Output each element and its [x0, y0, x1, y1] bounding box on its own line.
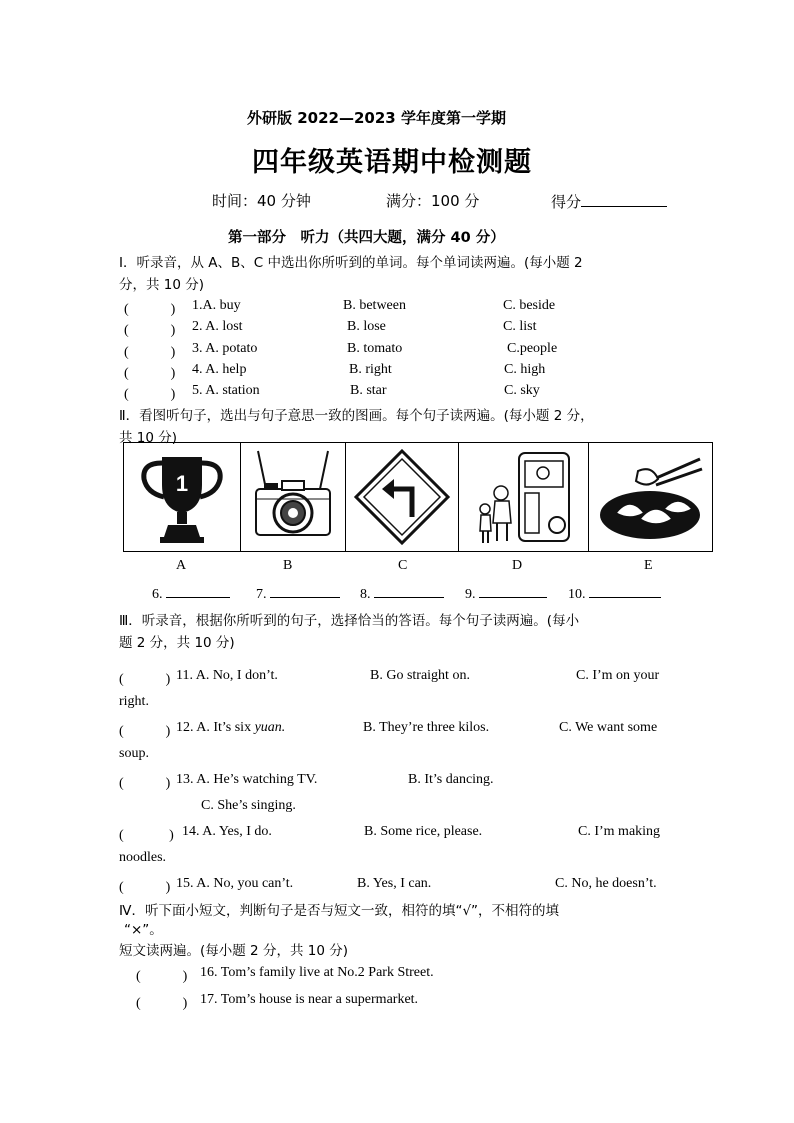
- option-c: C. We want some: [559, 720, 658, 735]
- time-limit: 时间：40 分钟: [212, 192, 311, 210]
- picture-b-cell: [241, 443, 346, 551]
- option-b: B. They’re three kilos.: [363, 720, 490, 735]
- section3-instruction-cont: 题 2 分，共 10 分): [119, 635, 235, 651]
- score-blank[interactable]: [581, 190, 667, 207]
- option-c: C. No, he doesn’t.: [555, 876, 657, 891]
- picture-label-b: B: [283, 558, 293, 573]
- part1-title: 第一部分 听力（共四大题，满分 40 分）: [228, 230, 505, 246]
- exam-subtitle: 外研版 2022—2023 学年度第一学期: [247, 109, 506, 127]
- option-b: B. Go straight on.: [370, 668, 470, 683]
- picture-label-e: E: [644, 558, 653, 573]
- option-c: C. I’m on your: [576, 668, 660, 683]
- statement-17: 17. Tom’s house is near a supermarket.: [200, 992, 419, 1007]
- option-c: C. I’m making: [578, 824, 661, 839]
- blank-line[interactable]: [479, 584, 547, 598]
- blank-line[interactable]: [270, 584, 340, 598]
- trophy-icon: [130, 447, 234, 547]
- option-b: B. Some rice, please.: [364, 824, 483, 839]
- turn-left-sign-icon: [352, 447, 452, 547]
- answer-paren[interactable]: ( ): [124, 387, 176, 402]
- section2-instruction: Ⅱ．看图听句子，选出与句子意思一致的图画。每个句子读两遍。(每小题 2 分，: [119, 408, 594, 424]
- picture-label-c: C: [398, 558, 408, 573]
- option-c: C. beside: [503, 298, 556, 313]
- option-b: B. lose: [347, 319, 386, 334]
- option-c-cont: soup.: [119, 746, 149, 761]
- answer-blank-6[interactable]: 6.: [152, 584, 230, 603]
- bus-stop-people-icon: [469, 447, 579, 547]
- answer-paren[interactable]: ( ): [124, 302, 176, 317]
- answer-paren[interactable]: ( ): [119, 724, 171, 739]
- answer-blank-9[interactable]: 9.: [465, 584, 547, 603]
- picture-label-d: D: [512, 558, 523, 573]
- option-b: B. right: [349, 362, 392, 377]
- option-b: B. Yes, I can.: [357, 876, 432, 891]
- answer-paren[interactable]: ( ): [119, 828, 174, 843]
- option-a: 14. A. Yes, I do.: [182, 824, 272, 839]
- picture-c-cell: [346, 443, 459, 551]
- section1-instruction: Ⅰ．听录音，从 A、B、C 中选出你所听到的单词。每个单词读两遍。(每小题 2: [119, 255, 583, 271]
- svg-text:1: 1: [175, 471, 189, 496]
- option-a: 12. A. It’s six yuan.: [176, 720, 286, 735]
- full-score: 满分：100 分: [386, 192, 480, 210]
- picture-table: [123, 442, 713, 552]
- option-c: C. She’s singing.: [201, 798, 296, 813]
- option-c-cont: noodles.: [119, 850, 167, 865]
- statement-16: 16. Tom’s family live at No.2 Park Street.: [200, 965, 434, 980]
- option-c: C.people: [507, 341, 558, 356]
- section3-instruction: Ⅲ．听录音，根据你所听到的句子，选择恰当的答语。每个句子读两遍。(每小: [119, 613, 580, 629]
- option-a: 1.A. buy: [192, 298, 241, 313]
- dumplings-icon: [596, 449, 706, 545]
- answer-paren[interactable]: ( ): [124, 345, 176, 360]
- option-a: 2. A. lost: [192, 319, 243, 334]
- section1-instruction-cont: 分，共 10 分): [119, 277, 205, 293]
- option-a: 3. A. potato: [192, 341, 258, 356]
- answer-paren[interactable]: ( ): [119, 672, 171, 687]
- answer-blank-7[interactable]: 7.: [256, 584, 340, 603]
- picture-label-a: A: [176, 558, 187, 573]
- answer-paren[interactable]: ( ): [119, 880, 171, 895]
- picture-e-cell: [589, 443, 712, 551]
- option-b: B. star: [350, 383, 387, 398]
- blank-line[interactable]: [589, 584, 661, 598]
- score-label: 得分: [551, 190, 667, 212]
- answer-paren[interactable]: ( ): [124, 366, 176, 381]
- section2-instruction-cont: 共 10 分): [119, 430, 178, 446]
- blank-line[interactable]: [374, 584, 444, 598]
- section4-instruction: Ⅳ．听下面小短文，判断句子是否与短文一致，相符的填“√”，不相符的填: [119, 903, 560, 919]
- answer-paren[interactable]: ( ): [136, 969, 188, 984]
- picture-d-cell: [459, 443, 589, 551]
- option-a: 13. A. He’s watching TV.: [176, 772, 318, 787]
- option-b: B. tomato: [347, 341, 403, 356]
- exam-title: 四年级英语期中检测题: [252, 147, 532, 178]
- option-a: 11. A. No, I don’t.: [176, 668, 278, 683]
- option-c: C. sky: [504, 383, 540, 398]
- camera-icon: [250, 447, 336, 547]
- picture-a-cell: [124, 443, 241, 551]
- blank-line[interactable]: [166, 584, 230, 598]
- section4-instruction-cont: “×”。: [124, 922, 163, 938]
- answer-blank-8[interactable]: 8.: [360, 584, 444, 603]
- answer-blank-10[interactable]: 10.: [568, 584, 661, 603]
- option-c: C. list: [503, 319, 537, 334]
- answer-paren[interactable]: ( ): [119, 776, 171, 791]
- section4-instruction-cont2: 短文读两遍。(每小题 2 分，共 10 分): [119, 943, 348, 959]
- answer-paren[interactable]: ( ): [124, 323, 176, 338]
- option-b: B. It’s dancing.: [408, 772, 494, 787]
- answer-paren[interactable]: ( ): [136, 996, 188, 1011]
- option-a: 15. A. No, you can’t.: [176, 876, 294, 891]
- option-c: C. high: [504, 362, 546, 377]
- option-b: B. between: [343, 298, 406, 313]
- option-a: 4. A. help: [192, 362, 247, 377]
- option-a: 5. A. station: [192, 383, 260, 398]
- option-c-cont: right.: [119, 694, 149, 709]
